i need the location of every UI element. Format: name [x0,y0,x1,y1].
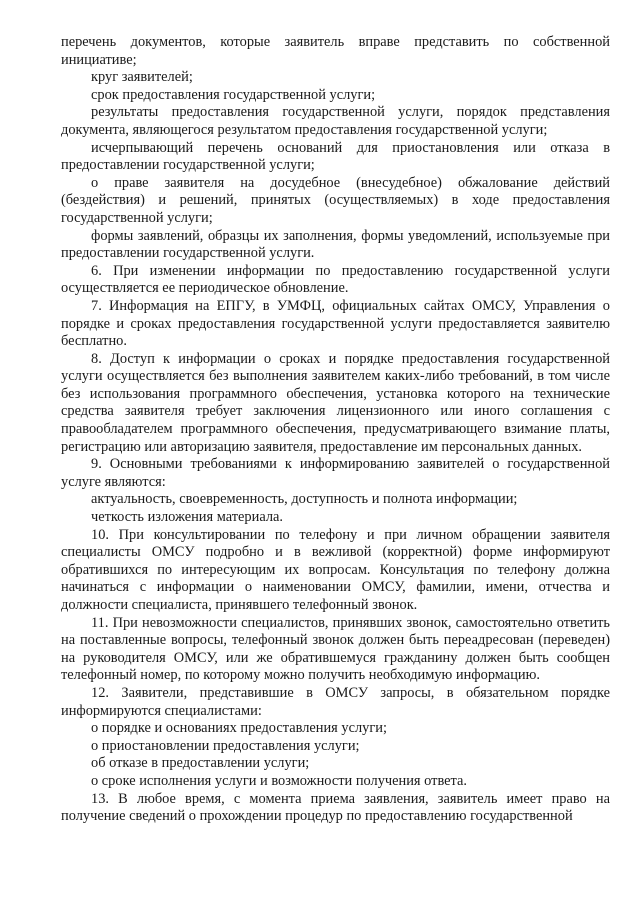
list-item-results: результаты предоставления государственной услуги, порядок представления документа, являющегося результатом предоставления государственной услуги; [61,104,610,138]
list-item-procedure: о порядке и основаниях предоставления услуги; [91,720,387,737]
list-item-appeal: о праве заявителя на досудебное (внесудебное) обжалование действий (бездействия) и решений, принятых (осуществляемых) в ходе предоставления государственной услуги; [61,174,610,226]
list-item-grounds: исчерпывающий перечень оснований для приостановления или отказа в предоставлении государственной услуги; [61,139,610,174]
clause-11: 11. При невозможности специалистов, принявших звонок, самостоятельно ответить на поставленные вопросы, телефонный звонок должен быть переадресован (переведен) на руководителя ОМСУ, или же обратившемуся гражданину должен быть сообщен телефонный номер, по которому можно получить необходимую информацию. [61,614,610,684]
list-item-deadline: о сроке исполнения услуги и возможности получения ответа. [91,772,467,789]
clause-9: 9. Основными требованиями к информированию заявителей о государственной услуге являются: [61,456,610,490]
list-item-term: срок предоставления государственной услуги; [91,86,376,103]
clause-10: 10. При консультировании по телефону и при личном обращении заявителя специалисты ОМСУ подробно и в вежливой (корректной) форме информируют обратившихся по интересующим их вопросам. Консультация по телефону должна начинаться с информации о наименовании ОМСУ, фамилии, имени, отчества и должности специалиста, принявшего телефонный звонок. [61,526,610,613]
list-item-relevance: актуальность, своевременность, доступность и полнота информации; [91,491,518,508]
clause-12: 12. Заявители, представившие в ОМСУ запросы, в обязательном порядке информируются специалистами: [61,684,610,719]
list-item-clarity: четкость изложения материала. [91,509,284,526]
list-item-refusal: об отказе в предоставлении услуги; [91,755,310,772]
document-page [61,34,610,826]
list-item-suspension: о приостановлении предоставления услуги; [91,737,360,754]
clause-6: 6. При изменении информации по предоставлению государственной услуги осуществляется ее периодическое обновление. [61,262,610,297]
list-item-applicants: круг заявителей; [91,69,193,86]
clause-13: 13. В любое время, с момента приема заявления, заявитель имеет право на получение сведений о прохождении процедур по предоставлению государственной [61,790,610,825]
list-item-forms: формы заявлений, образцы их заполнения, формы уведомлений, используемые при предоставлении государственной услуги. [61,227,610,262]
clause-7: 7. Информация на ЕПГУ, в УМФЦ, официальных сайтах ОМСУ, Управления о порядке и сроках предоставления государственной услуги предоставляется заявителю бесплатно. [61,297,610,350]
clause-8: 8. Доступ к информации о сроках и порядке предоставления государственной услуги осуществляется без выполнения заявителем каких-либо требований, в том числе без использования программного обеспечения, установка которого на технические средства заявителя требует заключения лицензионного или иного соглашения с правообладателем программного обеспечения, предусматривающего взимание платы, регистрацию или авторизацию заявителя, предоставление им персональных данных. [61,350,610,455]
list-item-documents: перечень документов, которые заявитель вправе представить по собственной инициативе; [61,34,610,68]
